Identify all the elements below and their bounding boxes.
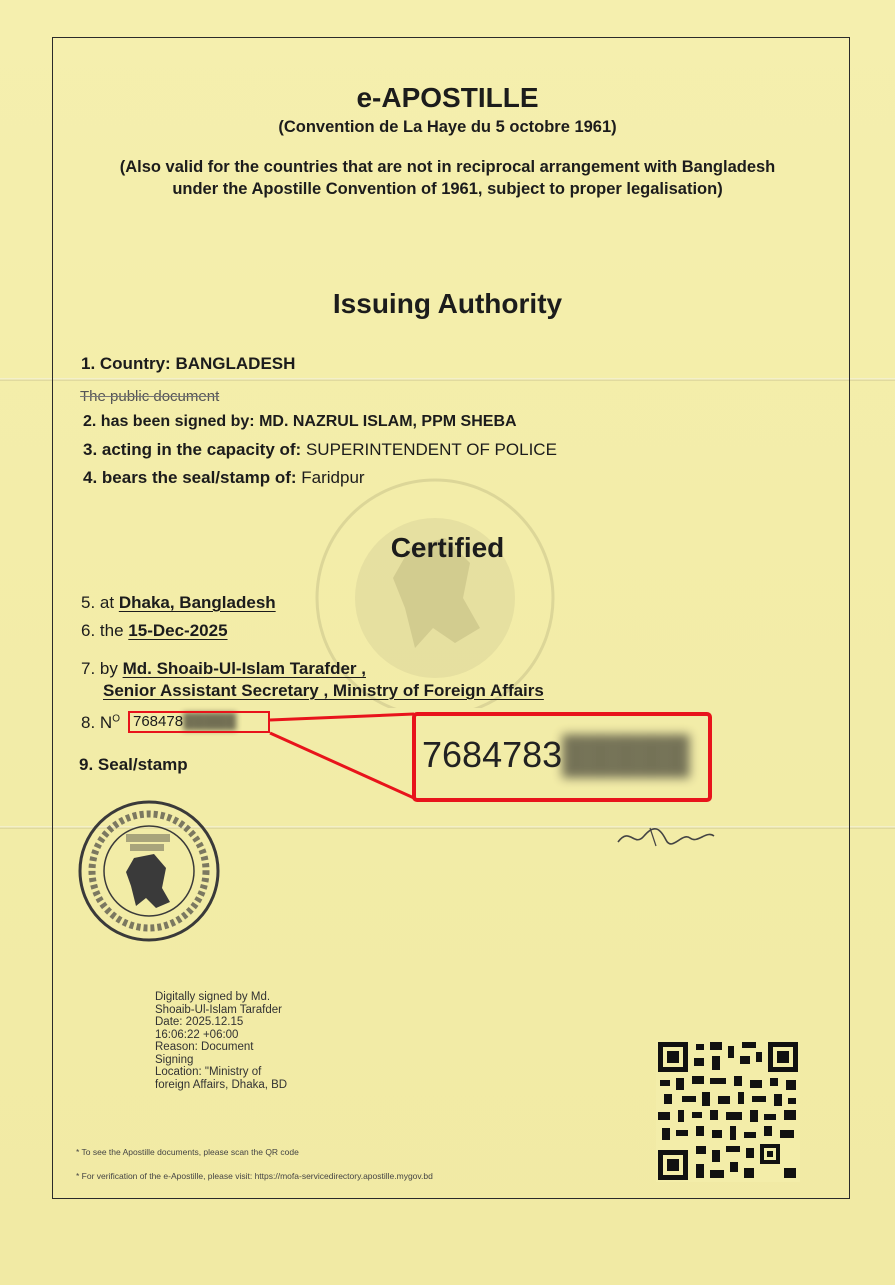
certifier-row — [81, 659, 366, 679]
signature-line: Shoaib-Ul-Islam Tarafder — [155, 1003, 282, 1016]
signed-by-label: 2. has been signed by: — [83, 413, 255, 430]
number-zoom-visible: 7684783 — [422, 734, 563, 775]
signature-line: foreign Affairs, Dhaka, BD — [155, 1078, 288, 1091]
signature-line: Signing — [155, 1053, 194, 1066]
seal-of-row — [83, 468, 365, 488]
capacity-label: 3. acting in the capacity of: — [83, 440, 302, 459]
number-zoom-box — [412, 712, 712, 802]
certifier-prefix: 7. by — [81, 659, 118, 678]
date-value: 15-Dec-2025 — [128, 621, 228, 640]
signed-by-value: MD. NAZRUL ISLAM, PPM SHEBA — [259, 413, 517, 430]
certifier-title — [103, 681, 544, 701]
country-value: BANGLADESH — [175, 354, 296, 373]
country-row — [81, 354, 295, 374]
signature-line: Location: "Ministry of — [155, 1066, 262, 1078]
date-row — [81, 621, 228, 641]
convention-subtitle: (Convention de La Haye du 5 octobre 1961) — [278, 118, 617, 136]
digital-signature-block — [155, 991, 287, 1091]
zoom-connector — [268, 712, 418, 804]
signed-by-row — [83, 413, 517, 431]
certifier-title-text: Senior Assistant Secretary , Ministry of Foreign Affairs — [103, 681, 544, 700]
date-prefix: 6. the — [81, 621, 124, 640]
place-row — [81, 593, 276, 613]
signature-line: Digitally signed by Md. — [155, 991, 271, 1003]
country-label: 1. Country: — [81, 354, 171, 373]
signature-icon — [610, 818, 720, 854]
capacity-value: SUPERINTENDENT OF POLICE — [305, 440, 557, 459]
signature-line: Reason: Document — [155, 1041, 254, 1053]
number-zoom-value — [422, 734, 690, 776]
number-zoom-redacted: █████ — [562, 734, 690, 775]
validity-note-line1: (Also valid for the countries that are not in reciprocal arrangement with Bangladesh — [119, 158, 776, 176]
number-highlight-box — [128, 711, 270, 733]
qr-footer-note: * To see the Apostille documents, please scan the QR code — [76, 1147, 299, 1157]
signature-line: Date: 2025.12.15 — [155, 1016, 244, 1028]
issuing-authority-heading: Issuing Authority — [332, 288, 563, 319]
seal-of-label: 4. bears the seal/stamp of: — [83, 468, 297, 487]
number-visible: 768478 — [133, 713, 184, 730]
place-prefix: 5. at — [81, 593, 115, 612]
certifier-name: Md. Shoaib-Ul-Islam Tarafder , — [122, 659, 366, 678]
consular-stamp-icon — [76, 798, 222, 944]
signature-line: 16:06:22 +06:00 — [155, 1028, 239, 1041]
number-sup: O — [112, 713, 120, 725]
verification-footer-note: * For verification of the e-Apostille, please visit: https://mofa-servicedirectory.apostille.mygov.bd — [76, 1171, 433, 1181]
qr-code-icon[interactable] — [656, 1040, 800, 1182]
validity-note-line2: under the Apostille Convention of 1961, subject to proper legalisation) — [172, 180, 723, 198]
number-redacted: █████ — [183, 713, 237, 730]
public-document-label: The public document — [80, 388, 220, 405]
number-row — [81, 713, 120, 733]
place-value: Dhaka, Bangladesh — [118, 593, 276, 612]
capacity-row — [83, 440, 557, 460]
number-prefix: 8. N — [81, 713, 113, 732]
document-title: e-APOSTILLE — [356, 82, 539, 113]
seal-of-value: Faridpur — [301, 468, 365, 487]
certified-heading: Certified — [390, 532, 505, 563]
seal-stamp-label: 9. Seal/stamp — [79, 755, 188, 774]
validity-note — [0, 156, 895, 200]
